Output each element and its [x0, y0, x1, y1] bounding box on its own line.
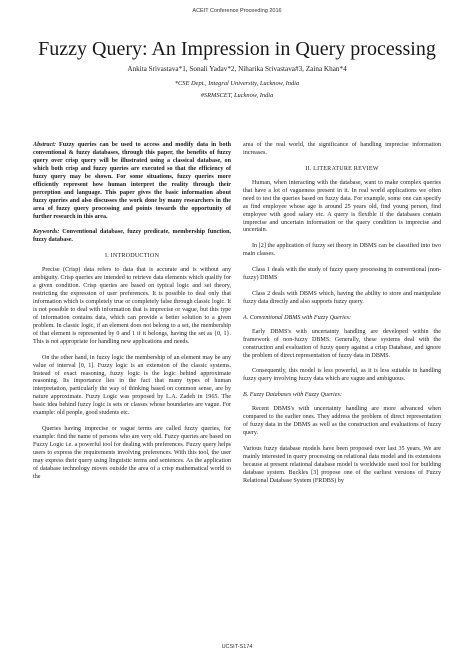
- section-heading-introduction: I. INTRODUCTION: [104, 253, 160, 260]
- subsection-heading-a: A. Conventional DBMS with Fuzzy Queries:: [243, 314, 351, 321]
- intro-paragraph-3: Queries having imprecise or vague terms are called fuzzy queries, for example: find the name of persons who are very old. Fuzzy queries are based on Fuzzy Logic i.e. a powerful tool for dealing with preferences. Fuzzy query helps users to express the requirements involving preferences. With this tool, the user may express their query using linguistic terms and sentences. As the application of database technology moves outside the area of a crisp mathematical world to the: [33, 426, 231, 480]
- review-paragraph-2: In [2] the application of fuzzy set theory in DBMS can be classified into two main classes.: [243, 243, 441, 258]
- keywords-label: Keywords:: [33, 229, 60, 236]
- intro-paragraph-1: Precise (Crisp) data refers to data that is accurate and is without any ambiguity. Crisp queries are intended to retrieve data elements which qualify for a given condition. Crisp queries are based on typical logic and set theory, restricting the expression of user preferences. It is possible to deal only that information which is completely true or completely false through classic logic. It is not possible to deal with information that is imprecise or vague, but this type of information contains data, which can provide a better solution to a given problem. In classic logic, if an element does not belong to a set, the membership of that element is represented by 0 and 1 if it belongs, having the set as {0, 1}. This is not appropriate for handling new applications and needs.: [33, 267, 231, 345]
- left-column: [33, 142, 231, 490]
- section-heading-literature-review: II. LITERATURE REVIEW: [305, 165, 379, 172]
- review-paragraph-3: Class 1 deals with the study of fuzzy query processing in conventional (non-fuzzy) DBMS: [243, 267, 441, 282]
- paper-title: Fuzzy Query: An Impression in Query processing: [38, 38, 436, 60]
- review-paragraph-4: Class 2 deals with DBMS which, having the ability to store and manipulate fuzzy data directly and also supports fuzzy query.: [243, 290, 441, 305]
- review-paragraph-8: Various fuzzy database models have been proposed over last 35 years. We are mainly interested in query processing on relational data model and its extensions because at present relational database model is worldwide used tool for building database system. Buckles [3] propose one of the earliest versions of Fuzzy Relational Database System (FRDBS) by: [243, 445, 441, 484]
- review-paragraph-7: Recent DBMS's with uncertainty handling are more advanced when compared to the earlier ones. They address the problem of direct representation of fuzzy data in the DBMS as well as the construction and evaluations of fuzzy query.: [243, 406, 441, 436]
- affiliation-2: #SRMSCET, Lucknow, India: [200, 92, 274, 99]
- affiliation-1: *CSE Dept., Integral University, Lucknow, India: [174, 80, 300, 87]
- right-column: [243, 142, 441, 493]
- conference-header: ACEIT Conference Proceeding 2016: [192, 8, 282, 14]
- abstract-label: Abstract:: [33, 142, 57, 148]
- page-footer: UCSIT-S174: [221, 644, 253, 650]
- review-paragraph-6: Consequently, this model is less powerful, as it is less suitable in handling fuzzy query involving fuzzy data which are vague and ambiguous.: [243, 368, 441, 383]
- abstract-text: Fuzzy queries can be used to access and modify data in both conventional & fuzzy databases, through this paper, the benefits of fuzzy query over crisp query will be illustrated using a classical database, on which both crisp and fuzzy queries are executed so that the efficiency of fuzzy query may be shown. For some situations, fuzzy queries more efficiently represent how human interpret the reality through their perception and language. This paper gives the basic information about fuzzy queries and also discusses the work done by many researchers in the area of fuzzy query processing and points towards the opportunity of further research in this area.: [33, 142, 231, 220]
- keywords-text: Conventional database, fuzzy predicate, membership function, fuzzy database.: [33, 229, 231, 244]
- review-paragraph-1: Human, when interacting with the database, want to make complex queries that have a lot of vagueness present in it. In real world applications we often need to test the queries based on fuzzy data. For example, some one can specify as find employee whose age is around 25 years old, find young person, find employee with good salary etc. A query is flexible if the databases contain imprecise and uncertain information or the query condition is imprecise and uncertain.: [243, 179, 441, 234]
- subsection-heading-b: B. Fuzzy Databases with Fuzzy Queries:: [243, 392, 342, 399]
- keywords: [33, 229, 231, 245]
- right-continuation: area of the real world, the significance of handling imprecise information increases.: [243, 142, 441, 156]
- author-list: Ankita Srivastava*1, Sonali Yadav*2, Niharika Srivastava#3, Zaina Khan*4: [127, 65, 347, 73]
- abstract: [33, 142, 231, 222]
- intro-paragraph-2: On the other hand, in fuzzy logic the membership of an element may be any value of interval [0, 1]. Fuzzy logic is an extension of the classic systems. Instead of exact reasoning, fuzzy logic is the logic behind approximate reasoning. Its importance lies in the fact that many types of human interpretation, particularly the way of thinking based on common sense, are by nature approximate. Fuzzy Logic was proposed by L.A. Zadeh in 1965. The basic idea behind fuzzy logic is sets or classes whose boundaries are vague. For example: old people, good students etc.: [33, 354, 231, 417]
- review-paragraph-5: Early DBMS's with uncertainty handling are developed within the framework of non-fuzzy DBMS. Generally, these systems deal with the construction and evaluation of fuzzy query against a crisp Database, and ignore the problem of direct representation of fuzzy data in DBMS.: [243, 328, 441, 359]
